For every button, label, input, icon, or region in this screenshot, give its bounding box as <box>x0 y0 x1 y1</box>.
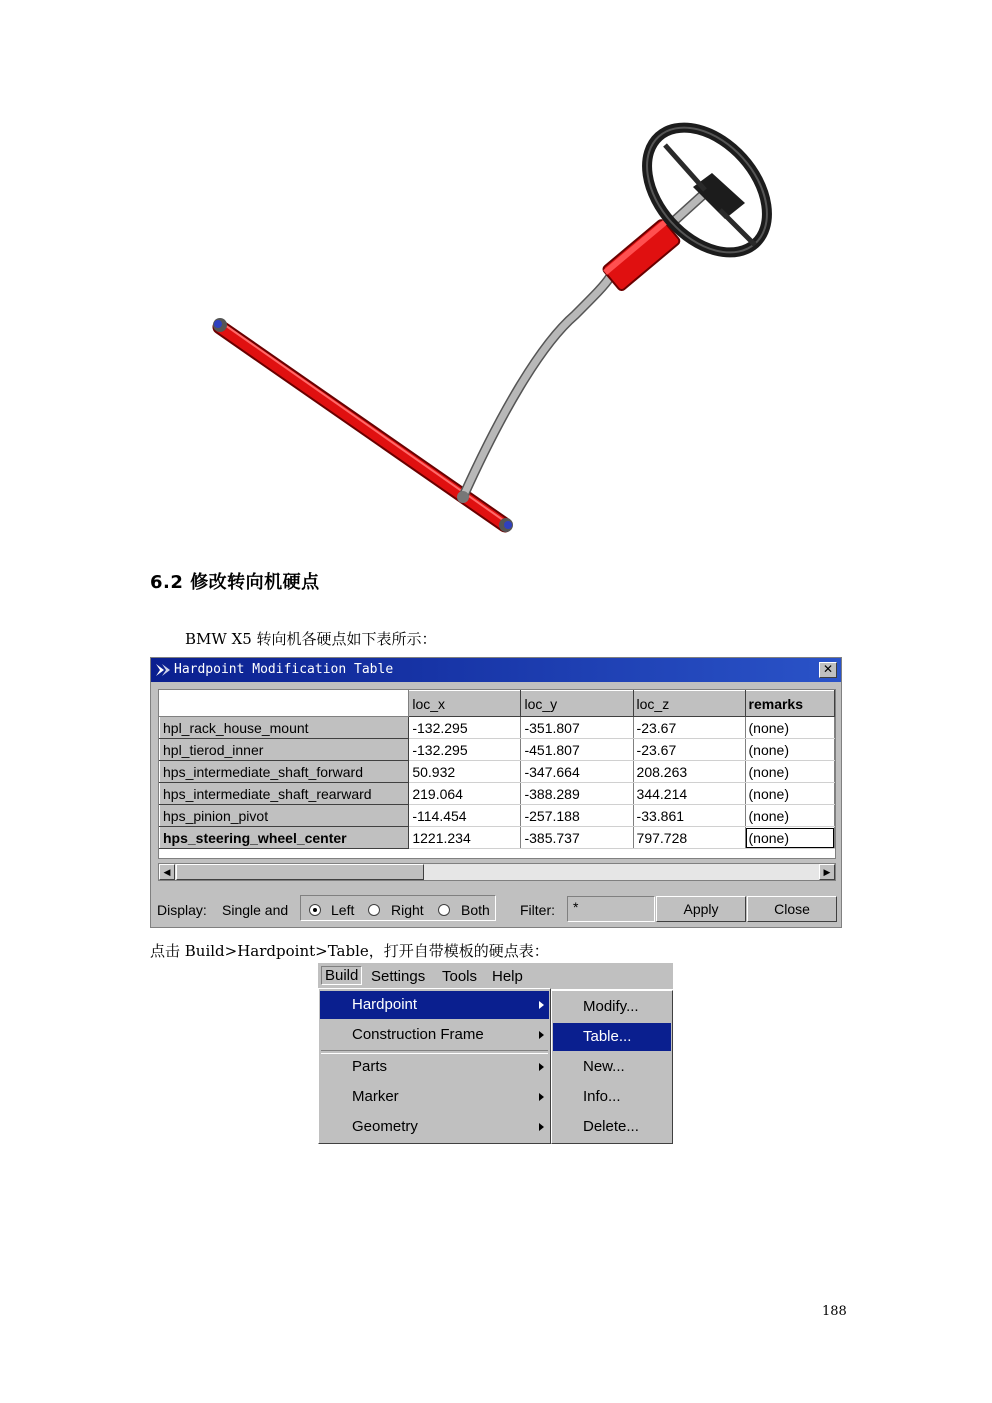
menu-tools[interactable]: Tools <box>442 968 478 985</box>
display-controls <box>151 894 841 924</box>
table-row <box>160 761 835 783</box>
remarks-cell[interactable]: (none) <box>745 805 834 827</box>
radio-both[interactable] <box>438 904 450 916</box>
table-row <box>160 805 835 827</box>
loc-z-cell[interactable]: 208.263 <box>633 761 745 783</box>
loc-x-cell[interactable]: -132.295 <box>409 717 521 739</box>
menu-item-info[interactable]: Info... <box>583 1088 621 1105</box>
menu-item-label: Geometry <box>352 1118 418 1135</box>
row-header[interactable]: hps_pinion_pivot <box>160 805 409 827</box>
apply-button[interactable]: Apply <box>656 896 746 922</box>
corner-cell <box>160 691 409 717</box>
column-header-loc-y[interactable]: loc_y <box>521 691 633 717</box>
menu-item-construction-frame[interactable] <box>320 1021 549 1049</box>
submenu-arrow-icon <box>539 1031 544 1039</box>
hardpoint-grid <box>158 689 836 859</box>
menu-item-label: Hardpoint <box>352 996 418 1013</box>
section-heading: 6.2 修改转向机硬点 <box>150 572 320 593</box>
menu-item-label: Construction Frame <box>352 1026 484 1043</box>
column-header-loc-z[interactable]: loc_z <box>633 691 745 717</box>
loc-y-cell[interactable]: -451.807 <box>521 739 633 761</box>
loc-z-cell[interactable]: -23.67 <box>633 739 745 761</box>
menu-settings[interactable]: Settings <box>371 968 426 985</box>
window-close-icon[interactable]: ✕ <box>819 662 837 678</box>
app-logo-icon <box>155 662 171 678</box>
loc-x-cell[interactable]: 1221.234 <box>409 827 521 849</box>
radio-left-label[interactable]: Left <box>331 902 355 918</box>
loc-z-cell[interactable]: 797.728 <box>633 827 745 849</box>
submenu-arrow-icon <box>539 1093 544 1101</box>
remarks-cell[interactable]: (none) <box>745 717 834 739</box>
scroll-right-icon[interactable]: ▶ <box>819 864 835 880</box>
page-number: 188 <box>822 1304 847 1319</box>
display-label: Display: <box>157 902 207 918</box>
menu-item-marker[interactable] <box>320 1083 549 1111</box>
submenu-arrow-icon <box>539 1063 544 1071</box>
title-bar[interactable] <box>151 658 841 682</box>
loc-y-cell[interactable]: -347.664 <box>521 761 633 783</box>
menu-item-table[interactable]: Table... <box>553 1023 671 1051</box>
scrollbar-thumb[interactable] <box>176 864 424 880</box>
row-header[interactable]: hps_intermediate_shaft_rearward <box>160 783 409 805</box>
table-row <box>160 783 835 805</box>
single-and-label: Single and <box>222 902 289 918</box>
remarks-cell-focused[interactable]: (none) <box>745 827 834 849</box>
filter-input[interactable]: * <box>567 896 655 922</box>
menu-item-delete[interactable]: Delete... <box>583 1118 639 1135</box>
steering-system-figure <box>200 115 790 545</box>
loc-x-cell[interactable]: -132.295 <box>409 739 521 761</box>
menu-item-parts[interactable] <box>320 1053 549 1081</box>
row-header[interactable]: hps_intermediate_shaft_forward <box>160 761 409 783</box>
scroll-left-icon[interactable]: ◀ <box>159 864 175 880</box>
submenu-arrow-icon <box>539 1123 544 1131</box>
instruction-text: 点击 Build>Hardpoint>Table，打开自带模板的硬点表： <box>150 942 549 960</box>
loc-z-cell[interactable]: 344.214 <box>633 783 745 805</box>
loc-y-cell[interactable]: -388.289 <box>521 783 633 805</box>
build-dropdown <box>318 988 551 1144</box>
side-radio-group <box>300 895 496 921</box>
table-row-selected <box>160 827 835 849</box>
table-row <box>160 739 835 761</box>
menu-item-label: Parts <box>352 1058 388 1075</box>
menu-help[interactable]: Help <box>492 968 523 985</box>
table-header-row <box>160 691 835 717</box>
horizontal-scrollbar[interactable] <box>158 863 836 881</box>
window-title: Hardpoint Modification Table <box>174 662 394 677</box>
table-row <box>160 717 835 739</box>
column-header-remarks[interactable]: remarks <box>745 691 834 717</box>
remarks-cell[interactable]: (none) <box>745 761 834 783</box>
loc-x-cell[interactable]: -114.454 <box>409 805 521 827</box>
menu-bar <box>318 963 673 989</box>
remarks-cell[interactable]: (none) <box>745 783 834 805</box>
row-header[interactable]: hpl_rack_house_mount <box>160 717 409 739</box>
loc-y-cell[interactable]: -385.737 <box>521 827 633 849</box>
radio-right-label[interactable]: Right <box>391 902 424 918</box>
loc-y-cell[interactable]: -351.807 <box>521 717 633 739</box>
remarks-cell[interactable]: (none) <box>745 739 834 761</box>
filter-label: Filter: <box>520 902 555 918</box>
build-menu-screenshot <box>318 963 674 1145</box>
radio-left[interactable] <box>309 904 321 916</box>
menu-item-new[interactable]: New... <box>583 1058 625 1075</box>
menu-item-label: Marker <box>352 1088 399 1105</box>
row-header[interactable]: hpl_tierod_inner <box>160 739 409 761</box>
loc-x-cell[interactable]: 50.932 <box>409 761 521 783</box>
loc-y-cell[interactable]: -257.188 <box>521 805 633 827</box>
loc-z-cell[interactable]: -23.67 <box>633 717 745 739</box>
intro-text: BMW X5 转向机各硬点如下表所示： <box>185 630 437 648</box>
column-header-loc-x[interactable]: loc_x <box>409 691 521 717</box>
submenu-arrow-icon <box>539 1001 544 1009</box>
menu-item-modify[interactable]: Modify... <box>583 998 639 1015</box>
menu-build[interactable]: Build <box>321 966 362 985</box>
radio-both-label[interactable]: Both <box>461 902 490 918</box>
radio-right[interactable] <box>368 904 380 916</box>
loc-z-cell[interactable]: -33.861 <box>633 805 745 827</box>
hardpoint-submenu <box>551 990 673 1144</box>
row-header[interactable]: hps_steering_wheel_center <box>160 827 409 849</box>
hardpoint-table-window <box>150 657 842 928</box>
menu-item-hardpoint[interactable] <box>320 991 549 1019</box>
menu-item-geometry[interactable] <box>320 1113 549 1141</box>
close-button[interactable]: Close <box>747 896 837 922</box>
loc-x-cell[interactable]: 219.064 <box>409 783 521 805</box>
